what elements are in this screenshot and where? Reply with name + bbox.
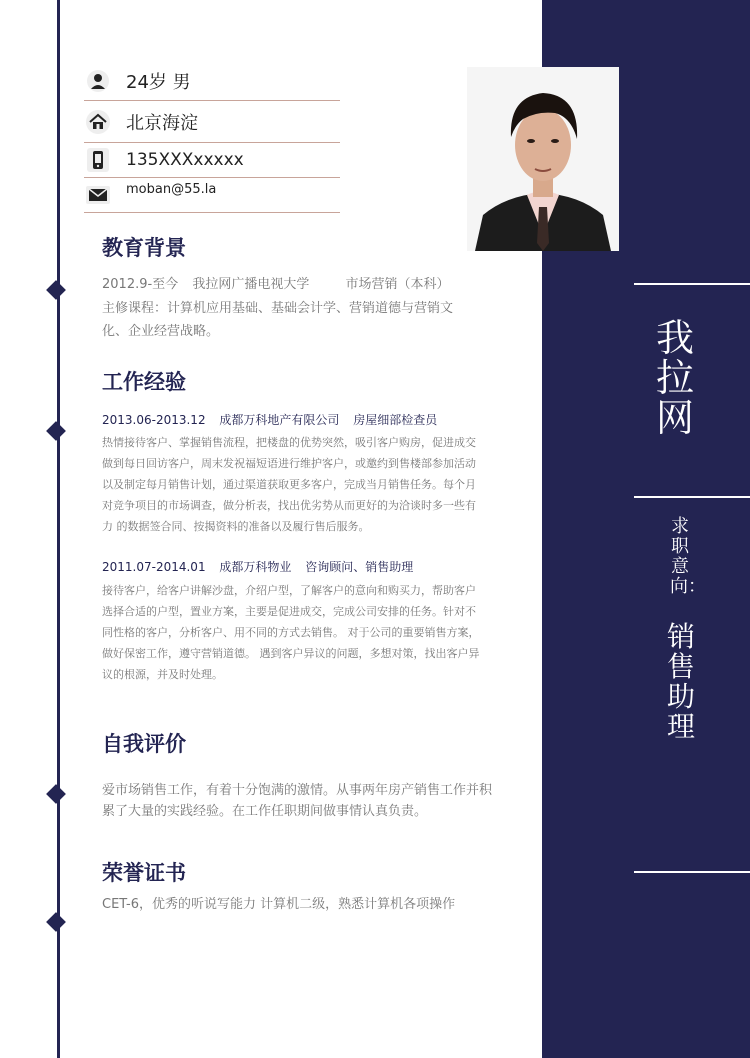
job-description: 热情接待客户、掌握销售流程，把楼盘的优势突然，吸引客户购房，促进成交做到每日回访客户，周末发祝福短语进行维护客户，或邀约到售楼部参加活动以及制定每月销售计划，通过渠道获取更多客户，完成当月销售任务。每个月对竞争项目的市场调查，做分析表，找出优劣势从而更好的为洽谈时多一些有力 的数据签合同、按揭资料的准备以及履行售后服务。 (102, 436, 476, 533)
home-icon (84, 110, 112, 134)
timeline-marker (46, 280, 66, 300)
work-title: 工作经验 (102, 370, 186, 394)
education-line (102, 274, 512, 295)
self-eval-text: 爱市场销售工作，有着十分饱满的激情。从事两年房产销售工作并积累了大量的实践经验。在工作任职期间做事情认真负责。 (102, 783, 493, 819)
person-icon (84, 70, 112, 92)
honors-text: CET-6，优秀的听说写能力 计算机二级，熟悉计算机各项操作 (102, 897, 456, 912)
job-description: 接待客户，给客户讲解沙盘，介绍户型，了解客户的意向和购买力，帮助客户选择合适的户型，置业方案，主要是促进成交，完成公司安排的任务。针对不同性格的客户，分析客户、用不同的方式去销售。 对于公司的重要销售方案，做好保密工作，遵守营销道德。 遇到客户异议的问题，多想对策，找出客户异议的根源，并及时处理。 (102, 584, 480, 681)
job-intent-label: 求职意向： (670, 516, 706, 597)
phone-icon (84, 148, 112, 172)
job-header (102, 411, 447, 428)
job-period: 2011.07-2014.01 (102, 560, 206, 574)
education-title: 教育背景 (102, 236, 186, 260)
education-courses: 主修课程：计算机应用基础、基础会计学、营销道德与营销文化、企业经营战略。 (102, 301, 454, 339)
contact-email (84, 178, 340, 213)
email-text: moban@55.la (126, 181, 217, 197)
contact-location (84, 101, 340, 143)
location-text: 北京海淀 (126, 112, 198, 134)
envelope-icon (84, 186, 112, 204)
job-intent-position: 销售助理 (666, 620, 695, 743)
phone-text: 135XXXxxxxx (126, 150, 244, 170)
self-eval-title: 自我评价 (102, 732, 186, 756)
timeline-line (57, 0, 60, 1058)
honors-title: 荣誉证书 (102, 861, 186, 885)
sidebar-divider (634, 496, 750, 498)
job-header (102, 558, 423, 575)
job-role: 房屋细部检查员 (353, 413, 438, 427)
timeline-marker (46, 421, 66, 441)
job-period: 2013.06-2013.12 (102, 413, 206, 427)
education-period: 2012.9-至今 (102, 277, 179, 292)
job-company: 成都万科物业 (219, 560, 292, 574)
age-gender-text: 24岁 男 (126, 72, 191, 93)
profile-photo (467, 67, 619, 251)
job-role: 咨询顾问、销售助理 (305, 560, 414, 574)
timeline-marker (46, 912, 66, 932)
job-company: 成都万科地产有限公司 (219, 413, 340, 427)
education-major: 市场营销（本科） (345, 277, 450, 292)
contact-phone (84, 143, 340, 178)
sidebar-divider (634, 283, 750, 285)
education-school: 我拉网广播电视大学 (192, 277, 310, 292)
sidebar-divider (634, 871, 750, 873)
timeline-marker (46, 784, 66, 804)
candidate-name: 我拉网 (655, 316, 694, 440)
contact-age-gender (84, 62, 340, 101)
